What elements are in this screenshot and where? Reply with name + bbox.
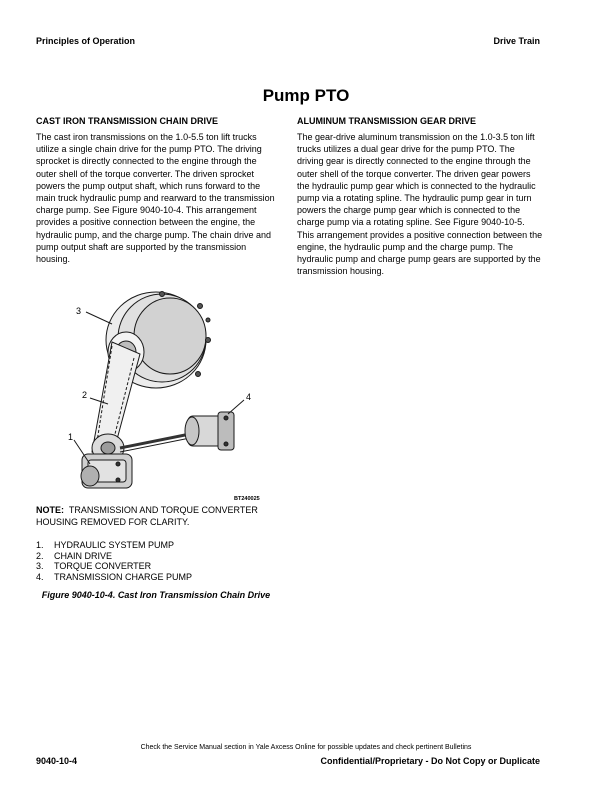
note-text: TRANSMISSION AND TORQUE CONVERTER HOUSING REMOVED FOR CLARITY. <box>36 505 258 527</box>
page-title: Pump PTO <box>262 86 350 105</box>
confidential-notice: Confidential/Proprietary - Do Not Copy or Duplicate <box>320 756 540 766</box>
footer-notice: Check the Service Manual section in Yale Axcess Online for possible updates and check pertinent Bulletins <box>140 744 472 751</box>
legend-item: 1. HYDRAULIC SYSTEM PUMP <box>36 540 175 550</box>
figure-caption: Figure 9040-10-4. Cast Iron Transmission Chain Drive <box>41 590 271 600</box>
left-section-heading: CAST IRON TRANSMISSION CHAIN DRIVE <box>36 116 219 126</box>
figure-legend <box>36 540 192 582</box>
callout-3: 3 <box>76 306 82 316</box>
legend-item: 4. TRANSMISSION CHARGE PUMP <box>36 571 193 582</box>
image-code: BT240025 <box>234 496 260 502</box>
page-number: 9040-10-4 <box>36 756 78 766</box>
figure-note <box>36 504 276 528</box>
hydraulic-pump-drawing <box>81 454 132 488</box>
right-section-body: The gear-drive aluminum transmission on the 1.0-3.5 ton lift trucks utilizes a dual gear drive for the pump PTO. The driving gear is directly connected to the engine through the outer shell of the torque converter. The driven gear powers the hydraulic pump gear which is connected to the hydraulic pump via a rotating spline. The hydraulic pump gear in turn powers the charge pump gear which is connected to the charge pump via a rotating spline. See Figure 9040-10-5. This arrangement provides a positive connection between the engine, the hydraulic pump and the charge pump. The hydraulic pump and charge pump gears are supported by the transmission housing. <box>297 132 543 277</box>
charge-pump-drawing <box>185 412 234 450</box>
left-section-body: The cast iron transmissions on the 1.0-5.5 ton lift trucks utilize a single chain drive for the pump PTO. The driving sprocket is directly connected to the engine through the outer shell of the torque converter. The driven sprocket powers the pump output shaft, which runs forward to the main truck hydraulic pump and rearward to the transmission charge pump. See Figure 9040-10-4. This arrangement provides a positive connection between the engine, the hydraulic pump, and the charge pump. The chain drive and pump output shaft are supported by the transmission housing. <box>36 132 275 265</box>
chain-drive-illustration <box>60 282 280 504</box>
running-header-left: Principles of Operation <box>36 36 136 46</box>
legend-item: 2. CHAIN DRIVE <box>36 550 113 561</box>
right-section-heading: ALUMINUM TRANSMISSION GEAR DRIVE <box>297 116 477 126</box>
callout-1: 1 <box>68 432 74 442</box>
note-label: NOTE: <box>36 505 64 515</box>
running-header-right: Drive Train <box>493 36 540 46</box>
callout-2: 2 <box>82 390 88 400</box>
legend-item: 3. TORQUE CONVERTER <box>36 561 152 571</box>
callout-4: 4 <box>246 392 252 402</box>
